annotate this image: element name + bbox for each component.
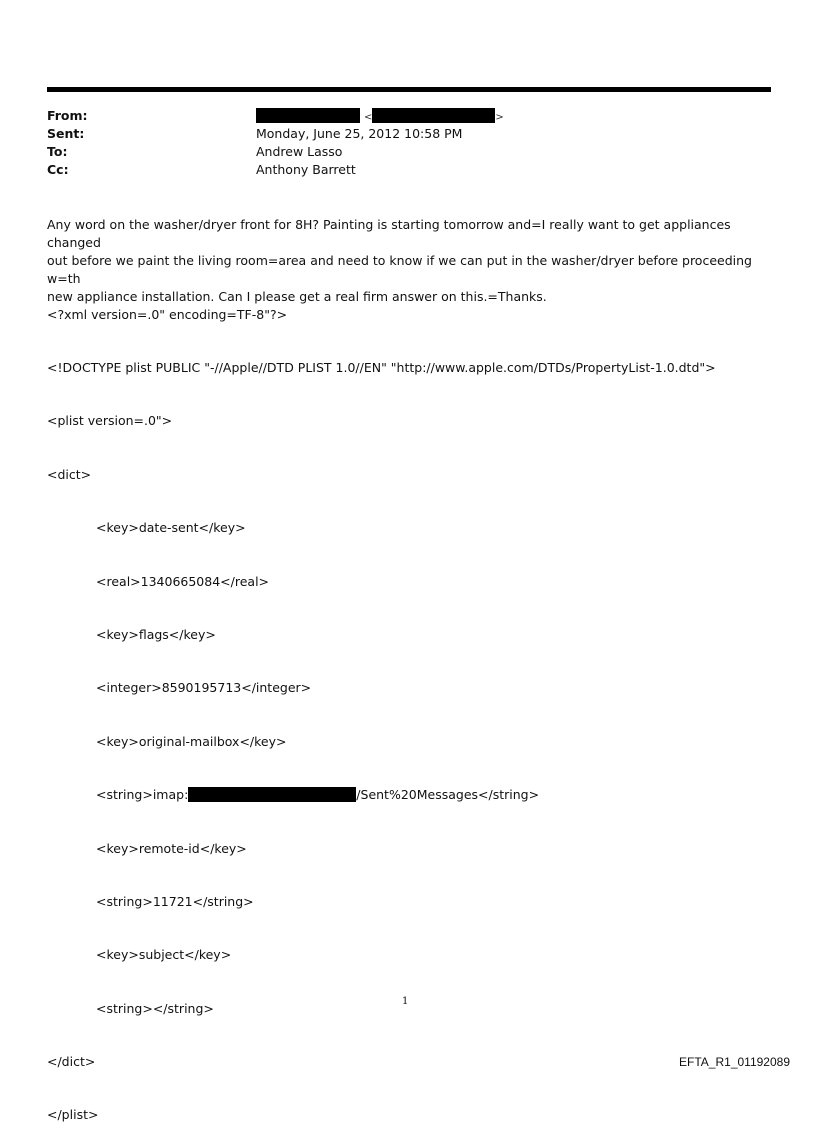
mailbox-suffix: /Sent%20Messages</string> <box>356 787 540 803</box>
document-id: EFTA_R1_01192089 <box>679 1055 790 1069</box>
dict-open: <dict> <box>47 466 92 482</box>
plist-entry: <key>date-sent</key> <box>96 520 246 536</box>
cc-label: Cc: <box>47 162 69 177</box>
plist-entry: <key>subject</key> <box>96 947 232 963</box>
dict-close: </dict> <box>47 1054 96 1070</box>
doctype-line: <!DOCTYPE plist PUBLIC "-//Apple//DTD PLIST 1.0//EN" "http://www.apple.com/DTDs/PropertyList-1.0.dtd"> <box>47 359 716 375</box>
plist-entry: <integer>8590195713</integer> <box>96 680 312 696</box>
plist-entry: <key>remote-id</key> <box>96 840 247 856</box>
redaction-bar <box>256 108 360 123</box>
body-line: Any word on the washer/dryer front for 8H? Painting is starting tomorrow and=I really want to get appliances changed <box>47 217 731 250</box>
redaction-bar <box>372 108 495 123</box>
plist-close: </plist> <box>47 1107 99 1123</box>
plist-entry: <real>1340665084</real> <box>96 573 270 589</box>
from-open-bracket: < <box>363 112 373 123</box>
plist-entry: <string></string> <box>96 1000 214 1016</box>
body-line: new appliance installation. Can I please get a real firm answer on this.=Thanks. <box>47 289 547 304</box>
page-number: 1 <box>402 996 409 1007</box>
header-rule <box>47 87 771 92</box>
redaction-bar <box>188 787 356 802</box>
plist-entry: <key>original-mailbox</key> <box>96 733 287 749</box>
from-value <box>256 107 504 127</box>
plist-entry: <key>flags</key> <box>96 626 216 642</box>
plist-open: <plist version=.0"> <box>47 413 173 429</box>
body-line: out before we paint the living room=area and need to know if we can put in the washer/dryer before proceeding w=th <box>47 253 752 286</box>
to-label: To: <box>47 144 68 159</box>
cc-value: Anthony Barrett <box>256 162 356 177</box>
plist-entry-mailbox <box>47 786 716 804</box>
from-close-bracket: > <box>495 112 504 123</box>
plist-block <box>47 270 716 1142</box>
sent-label: Sent: <box>47 126 85 141</box>
xml-declaration: <?xml version=.0" encoding=TF-8"?> <box>47 306 288 322</box>
plist-entry: <string>11721</string> <box>96 893 254 909</box>
mailbox-prefix: <string>imap: <box>96 787 189 803</box>
from-label: From: <box>47 108 88 123</box>
sent-value: Monday, June 25, 2012 10:58 PM <box>256 126 463 141</box>
to-value: Andrew Lasso <box>256 144 343 159</box>
